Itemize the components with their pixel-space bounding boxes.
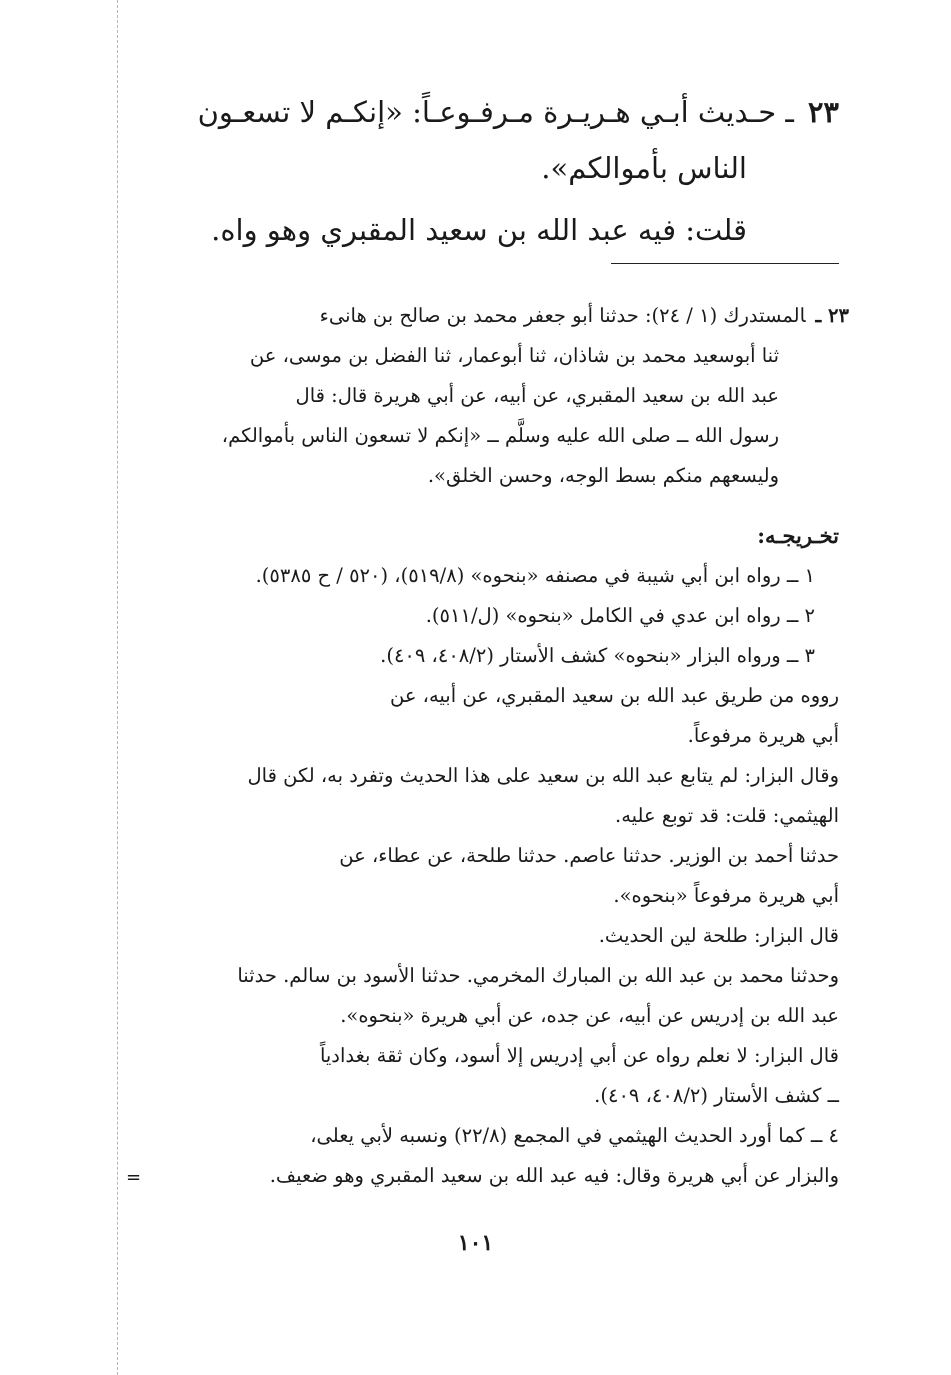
takhrij-line: وحدثنا محمد بن عبد الله بن المبارك المخرمي. حدثنا الأسود بن سالم. حدثنا xyxy=(237,964,839,987)
footnote-line-1: ٢٣ ـالمستدرك (١ / ٢٤): حدثنا أبو جعفر محمد بن صالح بن هانىء xyxy=(319,304,849,327)
takhrij-heading: تخـريجـه: xyxy=(757,523,839,548)
hadith-title: ـ حـديث أبـي هـريـرة مـرفـوعـاً: «إنكـم لا تسعـون xyxy=(197,95,794,129)
takhrij-line: أبي هريرة مرفوعاً. xyxy=(687,724,839,747)
footnote-line-2: ثنا أبوسعيد محمد بن شاذان، ثنا أبوعمار، ثنا الفضل بن موسى، عن xyxy=(249,344,779,367)
takhrij-line: عبد الله بن إدريس عن أبيه، عن جده، عن أبي هريرة «بنحوه». xyxy=(340,1004,839,1027)
scan-edge-line xyxy=(117,0,118,1375)
takhrij-line: ١ ــ رواه ابن أبي شيبة في مصنفه «بنحوه» (٥١٩/٨)، (٥٢٠ / ح ٥٣٨٥). xyxy=(255,564,815,587)
hadith-title-continued: الناس بأموالكم». xyxy=(541,151,747,185)
takhrij-line: رووه من طريق عبد الله بن سعيد المقبري، عن أبيه، عن xyxy=(389,684,839,707)
hadith-main-text xyxy=(149,84,839,258)
takhrij-line: الهيثمي: قلت: قد توبع عليه. xyxy=(615,804,839,827)
takhrij-line: ٢ ــ رواه ابن عدي في الكامل «بنحوه» (ل/٥١١). xyxy=(425,604,815,627)
takhrij-line: قال البزار: لا نعلم رواه عن أبي إدريس إلا أسود، وكان ثقة بغدادياً xyxy=(319,1044,839,1067)
takhrij-line: ــ كشف الأستار (٤٠٨/٢، ٤٠٩). xyxy=(594,1084,839,1107)
takhrij-line: حدثنا أحمد بن الوزير. حدثنا عاصم. حدثنا طلحة، عن عطاء، عن xyxy=(339,844,839,867)
footnote-line-3: عبد الله بن سعيد المقبري، عن أبيه، عن أبي هريرة قال: قال xyxy=(295,384,779,407)
takhrij-line: ٣ ــ ورواه البزار «بنحوه» كشف الأستار (٤٠٨/٢، ٤٠٩). xyxy=(380,644,815,667)
takhrij-line: وقال البزار: لم يتابع عبد الله بن سعيد على هذا الحديث وتفرد به، لكن قال xyxy=(247,764,839,787)
author-comment: قلت: فيه عبد الله بن سعيد المقبري وهو واه. xyxy=(211,213,747,247)
takhrij-line: ٤ ــ كما أورد الحديث الهيثمي في المجمع (٢٢/٨) ونسبه لأبي يعلى، xyxy=(310,1124,839,1147)
page-number: ١٠١ xyxy=(457,1230,494,1256)
footnote-line-5: وليسعهم منكم بسط الوجه، وحسن الخلق». xyxy=(427,464,779,487)
takhrij-line: قال البزار: طلحة لين الحديث. xyxy=(598,924,839,947)
footnote-block xyxy=(139,296,849,496)
takhrij-line: والبزار عن أبي هريرة وقال: فيه عبد الله بن سعيد المقبري وهو ضعيف. xyxy=(269,1164,839,1187)
takhrij-line: أبي هريرة مرفوعاً «بنحوه». xyxy=(613,884,839,907)
footnote-separator xyxy=(611,263,839,264)
continuation-mark: = xyxy=(126,1167,142,1188)
hadith-number: ٢٣ xyxy=(807,95,839,129)
takhrij-section xyxy=(139,516,839,1196)
hadith-heading-line xyxy=(149,84,839,140)
footnote-line-4: رسول الله ــ صلى الله عليه وسلَّم ــ «إنكم لا تسعون الناس بأموالكم، xyxy=(221,424,779,447)
footnote-number: ٢٣ ـ xyxy=(815,304,849,327)
